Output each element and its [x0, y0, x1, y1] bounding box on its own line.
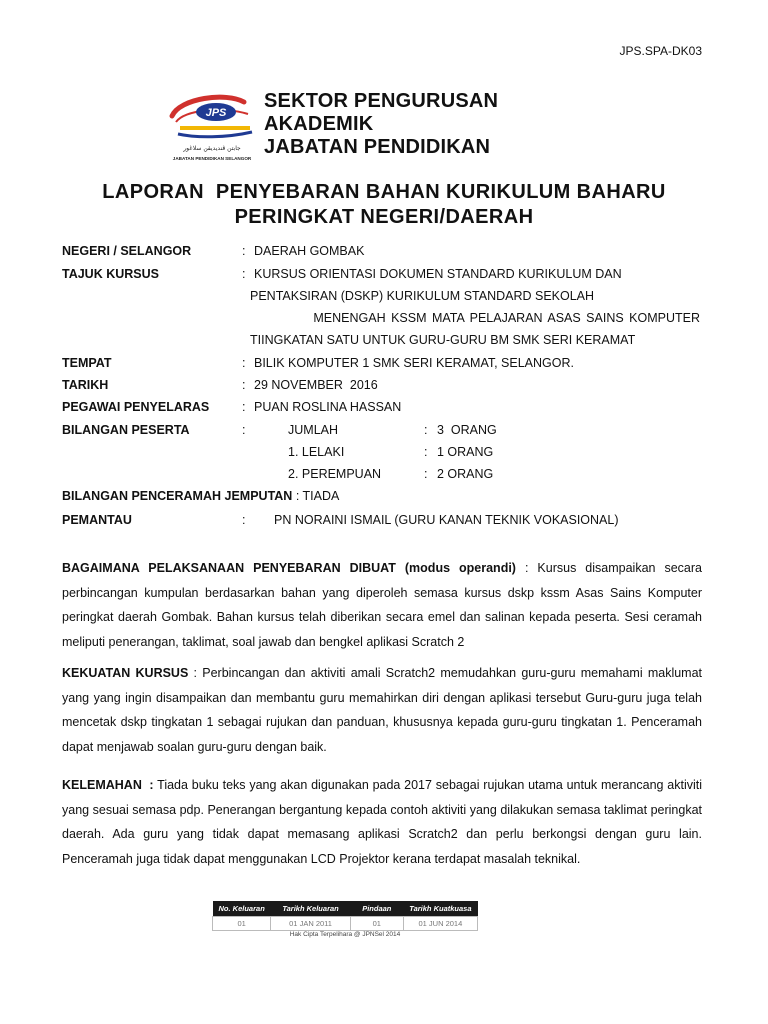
- title-line-2: PERINGKAT NEGERI/DAERAH: [234, 206, 534, 228]
- tajuk-line-1: KURSUS ORIENTASI DOKUMEN STANDARD KURIKULUM DAN: [254, 267, 622, 281]
- pemantau-colon: :: [242, 513, 246, 527]
- logo-text: JPS: [205, 107, 227, 119]
- cell-pindaan: 01: [350, 917, 403, 931]
- tajuk-colon: :: [242, 267, 246, 281]
- header-no-keluaran: No. Keluaran: [213, 901, 271, 917]
- org-line-3: JABATAN PENDIDIKAN: [264, 136, 491, 158]
- logo-caption: JABATAN PENDIDIKAN SELANGOR: [172, 156, 252, 161]
- logo-script-text: جابتن ڤنديديقن سلاڠور: [183, 145, 241, 152]
- version-control-table: [212, 901, 478, 938]
- pemantau-label: PEMANTAU: [62, 513, 132, 527]
- peserta-perempuan-colon: :: [424, 467, 428, 481]
- negeri-label: NEGERI / SELANGOR: [62, 244, 192, 258]
- header-pindaan: Pindaan: [350, 901, 403, 917]
- org-line-2: AKADEMIK: [264, 113, 374, 135]
- tajuk-label: TAJUK KURSUS: [62, 267, 159, 281]
- bagaimana-text: Kursus disampaikan secara perbincangan kumpulan berdasarkan bahan yang diperoleh semasa kursus dskp kssm Asas Sains Komputer peringkat daerah Gombak. Bahan kursus telah diberikan secara emel dan salinan kepada peserta. Sesi ceramah meliputi penerangan, taklimat, soal jawab dan bengkel aplikasi Scratch 2: [62, 561, 702, 649]
- tajuk-line-4: TIINGKATAN SATU UNTUK GURU-GURU BM SMK SERI KERAMAT: [250, 333, 636, 347]
- header-tarikh-keluaran: Tarikh Keluaran: [271, 901, 351, 917]
- negeri-colon: :: [242, 244, 246, 258]
- pemantau-value: PN NORAINI ISMAIL (GURU KANAN TEKNIK VOKASIONAL): [274, 513, 619, 527]
- peserta-lelaki-colon: :: [424, 445, 428, 459]
- penceramah-value: TIADA: [302, 489, 340, 503]
- report-title: [0, 180, 768, 230]
- tempat-value: BILIK KOMPUTER 1 SMK SERI KERAMAT, SELANGOR.: [254, 356, 574, 370]
- tarikh-value: 29 NOVEMBER 2016: [254, 378, 378, 392]
- pegawai-colon: :: [242, 400, 246, 414]
- negeri-value: DAERAH GOMBAK: [254, 244, 365, 258]
- tajuk-line-2: PENTAKSIRAN (DSKP) KURIKULUM STANDARD SEKOLAH: [250, 289, 595, 303]
- cell-tarikh-kuatkuasa: 01 JUN 2014: [403, 917, 477, 931]
- copyright-notice: Hak Cipta Terpelihara @ JPNSel 2014: [289, 931, 401, 938]
- jps-logo: [166, 92, 258, 164]
- pegawai-label: PEGAWAI PENYELARAS: [62, 400, 210, 414]
- pegawai-value: PUAN ROSLINA HASSAN: [254, 400, 402, 414]
- peserta-colon: :: [242, 423, 246, 437]
- tajuk-line-3: MENENGAH KSSM MATA PELAJARAN ASAS SAINS KOMPUTER: [313, 311, 700, 325]
- kekuatan-section: KEKUATAN KURSUS : Perbincangan dan aktiviti amali Scratch2 memudahkan guru-guru memahami maklumat yang yang ingin disampaikan dan membantu guru memahirkan diri dengan aplikasi tersebut Guru-guru juga telah mencetak dskp tingkatan 1 sebagai rujukan dan panduan, khususnya kepada guru-guru tingkatan 1. Penceramah dapat menjawab soalan guru-guru dengan baik.: [62, 666, 703, 754]
- tarikh-colon: :: [242, 378, 246, 392]
- document-reference: JPS.SPA-DK03: [619, 44, 702, 58]
- tempat-label: TEMPAT: [62, 356, 112, 370]
- peserta-label: BILANGAN PESERTA: [62, 423, 190, 437]
- organization-name: [264, 90, 498, 159]
- peserta-jumlah-name: JUMLAH: [288, 423, 339, 437]
- tarikh-label: TARIKH: [62, 378, 109, 392]
- version-table-header-row: [213, 901, 478, 917]
- peserta-jumlah-colon: :: [424, 423, 428, 437]
- cell-no-keluaran: 01: [213, 917, 271, 931]
- penceramah-row: [62, 489, 339, 503]
- title-line-1: LAPORAN PENYEBARAN BAHAN KURIKULUM BAHARU: [102, 181, 666, 203]
- bagaimana-heading: BAGAIMANA PELAKSANAAN PENYEBARAN DIBUAT (modus operandi): [62, 561, 516, 575]
- version-table-row: [213, 917, 478, 931]
- bagaimana-section: BAGAIMANA PELAKSANAAN PENYEBARAN DIBUAT (modus operandi) : Kursus disampaikan secara perbincangan kumpulan berdasarkan bahan yang diperoleh semasa kursus dskp kssm Asas Sains Komputer peringkat daerah Gombak. Bahan kursus telah diberikan secara emel dan salinan kepada peserta. Sesi ceramah meliputi penerangan, taklimat, soal jawab dan bengkel aplikasi Scratch 2: [62, 561, 702, 649]
- org-line-1: SEKTOR PENGURUSAN: [264, 90, 499, 112]
- kekuatan-text: Perbincangan dan aktiviti amali Scratch2 memudahkan guru-guru memahami maklumat yang yang ingin disampaikan dan membantu guru memahirkan diri dengan aplikasi tersebut Guru-guru juga telah mencetak dskp tingkatan 1 sebagai rujukan dan panduan, khususnya kepada guru-guru tingkatan 1. Penceramah dapat menjawab soalan guru-guru dengan baik.: [62, 666, 703, 754]
- peserta-lelaki-value: 1 ORANG: [437, 445, 494, 459]
- peserta-lelaki-name: 1. LELAKI: [288, 445, 345, 459]
- kelemahan-heading: KELEMAHAN :: [62, 778, 154, 792]
- cell-tarikh-keluaran: 01 JAN 2011: [271, 917, 351, 931]
- kelemahan-section: [62, 773, 702, 871]
- kekuatan-heading: KEKUATAN KURSUS: [62, 666, 189, 680]
- penceramah-label: BILANGAN PENCERAMAH JEMPUTAN: [62, 489, 293, 503]
- kelemahan-text: Tiada buku teks yang akan digunakan pada 2017 sebagai rujukan utama untuk merancang aktiviti yang sesuai semasa pdp. Penerangan bergantung kepada contoh aktiviti yang dilakukan semasa taklimat peringkat daerah. Ada guru yang tidak dapat memasang aplikasi Scratch2 dan perlu berkongsi dengan guru lain. Penceramah juga tidak dapat menggunakan LCD Projektor kerana terdapat masalah teknikal.: [62, 778, 703, 866]
- header-tarikh-kuatkuasa: Tarikh Kuatkuasa: [403, 901, 477, 917]
- peserta-perempuan-value: 2 ORANG: [437, 467, 494, 481]
- tempat-colon: :: [242, 356, 246, 370]
- peserta-perempuan-name: 2. PEREMPUAN: [288, 467, 382, 481]
- penceramah-colon: :: [292, 489, 303, 503]
- peserta-jumlah-value: 3 ORANG: [437, 423, 497, 437]
